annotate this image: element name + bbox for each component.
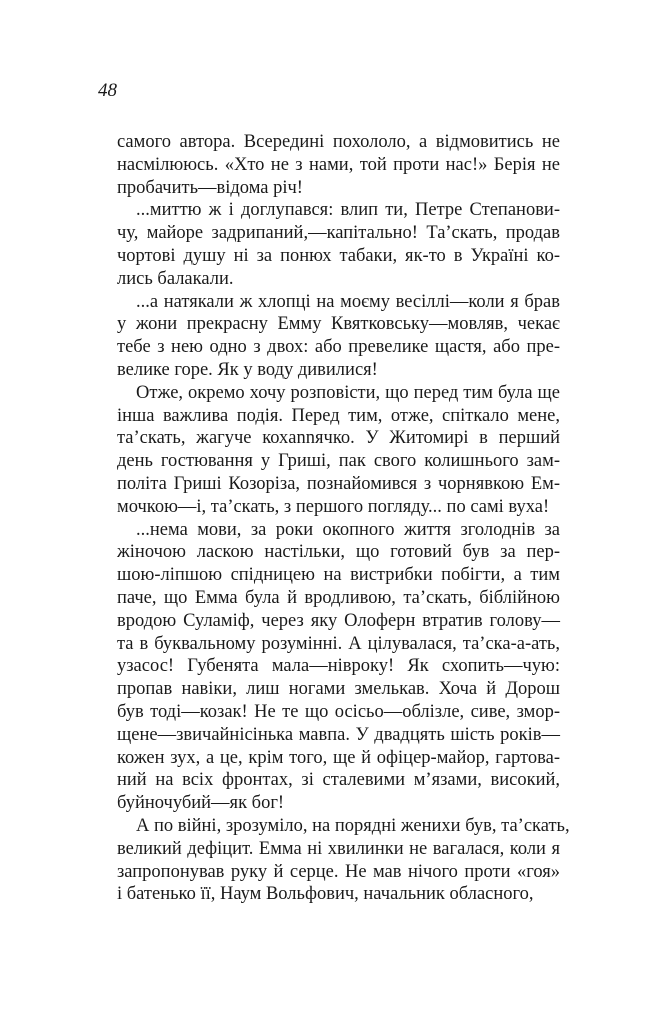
text-line: самого автора. Всередині похололо, а відмовитись не [117, 132, 560, 152]
text-line: пропав навіки, лиш ногами змелькав. Хоча й Дорош [117, 679, 560, 700]
text-line: лись балакали. [117, 268, 234, 289]
text-line: Отже, окремо хочу розповісти, що перед тим була ще [136, 382, 560, 403]
text-line: буйночубий—як бог! [117, 793, 285, 814]
paragraph [117, 519, 560, 815]
text-line: щене—звичайнісінька мавпа. У двадцять шість років— [117, 724, 560, 745]
text-line: кожен зух, а це, крім того, ще й офіцер-майор, гартова- [117, 747, 560, 768]
text-line: великий дефіцит. Емма ні хвилинки не вагалася, коли я [117, 838, 560, 859]
text-line: запропонував руку й серце. Не мав нічого проти «гоя» [117, 861, 560, 882]
text-line: у жони прекрасну Емму Квятковську—мовляв, чекає [117, 314, 560, 335]
text-line: А по війні, зрозуміло, на порядні женихи був, та’скать, [136, 815, 570, 836]
text-line: насмілююсь. «Хто не з нами, той проти нас!» Берія не [117, 154, 560, 175]
text-line: ...миттю ж і доглупався: влип ти, Петре Степанови- [136, 200, 560, 221]
text-line: тебе з нею одно з двох: або превелике щастя, або пре- [117, 337, 560, 358]
text-line: день гостювання у Гриші, пак свого колишнього зам- [117, 451, 560, 472]
paragraph [117, 815, 570, 906]
text-line: і батенько її, Наум Вольфович, начальник обласного, [117, 884, 534, 905]
text-line: ...а натякали ж хлопці на моєму весіллі—коли я брав [136, 291, 560, 312]
text-line: політа Гриші Козоріза, познайомився з чорнявкою Ем- [117, 473, 560, 494]
text-line: пробачить—відома річ! [117, 177, 303, 198]
paragraph [117, 131, 560, 199]
text-line: вродою Суламіф, через яку Олоферн втратив голову— [117, 610, 560, 631]
text-line: шою-ліпшою спідницею на вистрибки побігти, а тим [117, 565, 560, 586]
paragraph [117, 199, 560, 290]
text-line: узасос! Губенята мала—нівроку! Як схопить—чую: [117, 656, 560, 677]
text-line: та в буквальному розумінні. А цілувалася, та’ска-а-ать, [117, 633, 560, 654]
text-line: жіночою ласкою настільки, що готовий був за пер- [117, 542, 560, 563]
text-line: паче, що Емма була й вродливою, та’скать, біблійною [117, 587, 560, 608]
paragraph [117, 382, 560, 519]
text-line: інша важлива подія. Перед тим, отже, спіткало мене, [117, 405, 560, 426]
text-line: чортові душу ні за понюх табаки, як-то в Україні ко- [117, 245, 560, 266]
text-line: мочкою—і, та’скать, з першого погляду... по самі вуха! [117, 496, 550, 517]
page-number: 48 [98, 80, 117, 101]
text-line: та’скать, жагуче кохannячко. У Житомирі в перший [117, 428, 560, 449]
paragraph [117, 291, 560, 382]
text-line: велике горе. Як у воду дивилися! [117, 359, 378, 380]
text-line: був тоді—козак! Не те що осісьо—облізле, сиве, змор- [117, 701, 560, 722]
text-line: ний на всіх фронтах, зі сталевими м’язами, високий, [117, 770, 560, 791]
text-line: ...нема мови, за роки окопного життя зголоднів за [136, 519, 560, 540]
text-line: чу, майоре задрипаний,—капітально! Та’скать, продав [117, 223, 560, 244]
body-text [117, 131, 570, 906]
